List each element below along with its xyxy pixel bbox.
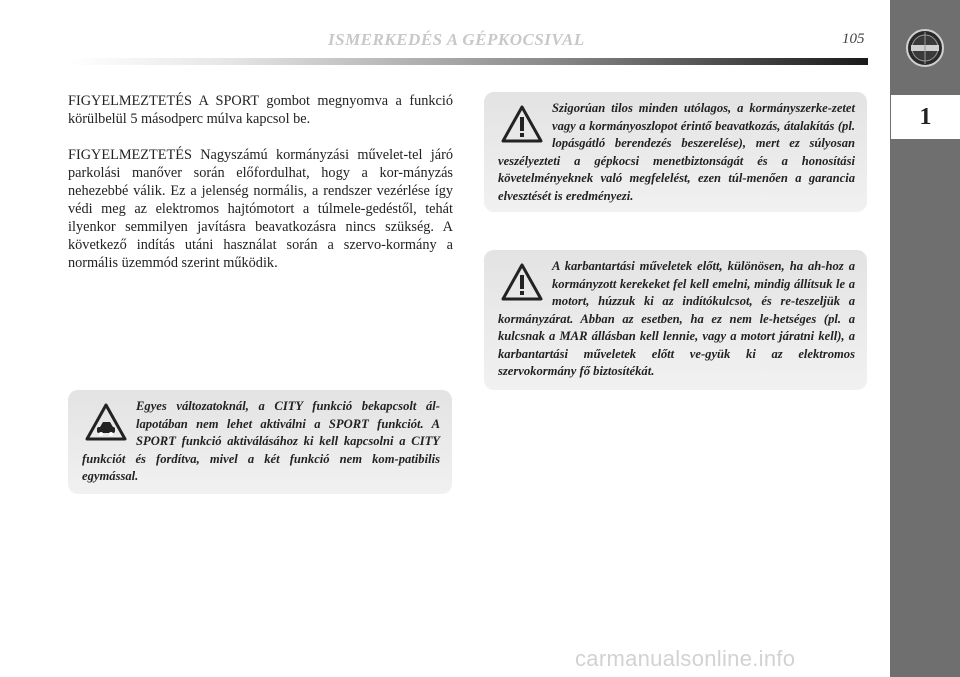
page-number: 105	[842, 31, 865, 47]
warning-triangle-icon	[500, 104, 544, 144]
header-title: ISMERKEDÉS A GÉPKOCSIVAL	[328, 30, 585, 49]
warning-triangle-icon	[500, 262, 544, 302]
paragraph-parking-warning: FIGYELMEZTETÉS Nagyszámú kormányzási művelet-tel járó parkolási manőver során előfordulhat, hogy a kor-mányzás nehezebbé válik. Ez a jelenség normális, a rendszer vezérlése így védi meg az elektromos hajtómotort a túlmele-gedéstől, tehát ilyenkor semmilyen javításra beavatkozásra nincs szükség. A következő indítás utáni használat során a szervo-kormány a normális üzemmód szerint működik.	[68, 147, 453, 271]
car-triangle-icon	[84, 402, 128, 442]
lancia-logo-icon	[905, 28, 945, 68]
note-text: Egyes változatoknál, a CITY funkció bekapcsolt ál-lapotában nem lehet aktiválni a SPORT funkciót. A SPORT funkció aktiválásához ki kell kapcsolni a CITY funkciót és fordítva, mivel a két funkció nem kom-patibilis egymással.	[82, 399, 440, 483]
warning-text-2: A karbantartási műveletek előtt, különösen, ha ah-hoz a kormányzott kerekeket fel kell emelni, mindig állítsuk le a motort, húzzuk ki az indítókulcsot, és re-teszeljük a kormányzárat. Abban az esetben, ha ez nem le-hetséges (pl. a kulcsnak a MAR állásban kell lennie, vagy a motort járatni kell), a karbantartási műveletek előtt ve-gyük ki az elektromos szervokormány fő biztosítékát.	[498, 259, 855, 378]
header-rule	[68, 58, 868, 65]
note-box-city-sport	[68, 390, 452, 494]
chapter-number: 1	[891, 95, 960, 139]
paragraph-sport-warning: FIGYELMEZTETÉS A SPORT gombot megnyomva a funkció körülbelül 5 másodperc múlva kapcsol be.	[68, 93, 453, 127]
footer-watermark: carmanualsonline.info	[575, 646, 796, 671]
warning-box-maintenance	[484, 250, 867, 390]
warning-box-steering-modification	[484, 92, 867, 212]
warning-text-1: Szigorúan tilos minden utólagos, a kormányszerke-zetet vagy a kormányoszlopot érintő beavatkozás, átalakítás (pl. lopásgátló berendezés beszerelése), mert ez súlyosan veszélyezteti a gépkocsi menetbiztonságát és a honosítási követelményeknek való megfelelést, ezen túl-menően a garancia elvesztését is eredményezi.	[498, 101, 855, 203]
